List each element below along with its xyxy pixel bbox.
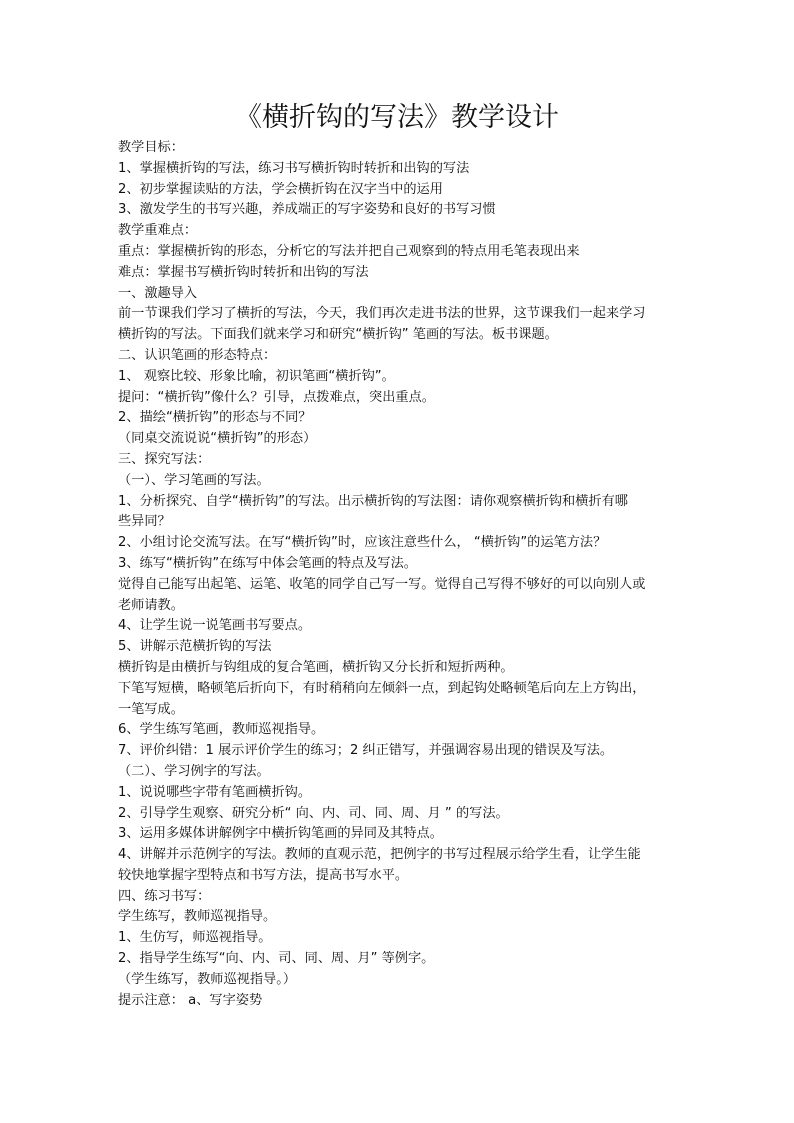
text-line: 横折钩的写法。下面我们就来学习和研究“横折钩” 笔画的写法。板书课题。 <box>118 327 558 343</box>
text-line: 1、说说哪些字带有笔画横折钩。 <box>118 784 312 800</box>
text-line: 4、让学生说一说笔画书写要点。 <box>118 618 312 634</box>
text-line: 前一节课我们学习了横折的写法，今天，我们再次走进书法的世界，这节课我们一起来学习 <box>118 306 646 322</box>
text-line: 重点：掌握横折钩的形态，分析它的写法并把自己观察到的特点用毛笔表现出来 <box>118 243 580 259</box>
text-line: 难点：掌握书写横折钩时转折和出钩的写法 <box>118 264 369 280</box>
text-line: 较快地掌握字型特点和书写方法，提高书写水平。 <box>118 867 409 883</box>
text-line: 学生练写，教师巡视指导。 <box>118 909 277 925</box>
text-line: 3、运用多媒体讲解例字中横折钩笔画的异同及其特点。 <box>118 826 443 842</box>
text-line: 提问：“横折钩”像什么？引导，点拨难点，突出重点。 <box>118 389 435 405</box>
document-title: 《横折钩的写法》教学设计 <box>235 102 559 133</box>
text-line: 一笔写成。 <box>118 701 184 717</box>
text-line: 2、引导学生观察、研究分析“ 向、内、司、同、周、月 ” 的写法。 <box>118 805 509 821</box>
document-body <box>118 138 680 1011</box>
text-line: 教学目标： <box>118 140 184 155</box>
text-line: 下笔写短横，略顿笔后折向下，有时稍稍向左倾斜一点，到起钩处略顿笔后向左上方钩出， <box>118 680 646 696</box>
text-line: 1、分析探究、自学“横折钩”的写法。出示横折钩的写法图：请你观察横折钩和横折有哪 <box>118 493 628 509</box>
text-line: 二、认识笔画的形态特点： <box>118 347 277 363</box>
text-line: （一）、学习笔画的写法。 <box>118 472 270 488</box>
text-line: （二）、学习例字的写法。 <box>118 763 270 779</box>
text-line: 3、激发学生的书写兴趣，养成端正的写字姿势和良好的书写习惯 <box>118 202 496 218</box>
text-line: 2、初步掌握读贴的方法，学会横折钩在汉字当中的运用 <box>118 181 443 197</box>
text-line: 老师请教。 <box>118 597 184 613</box>
text-line: 5、讲解示范横折钩的写法 <box>118 639 272 655</box>
text-line: 三、探究写法： <box>118 451 211 467</box>
text-line: 2、描绘“横折钩”的形态与不同？ <box>118 410 312 426</box>
text-line: 3、练写“横折钩”在练写中体会笔画的特点及写法。 <box>118 555 417 571</box>
text-line: 1、生仿写，师巡视指导。 <box>118 930 272 946</box>
text-line: 2、指导学生练写“向、内、司、同、周、月” 等例字。 <box>118 951 435 967</box>
text-line: 一、激趣导入 <box>118 285 198 301</box>
text-line: 些异同？ <box>118 514 171 530</box>
text-line: 教学重难点： <box>118 223 198 239</box>
text-line: 提示注意： a、写字姿势 <box>118 992 263 1008</box>
text-line: 觉得自己能写出起笔、运笔、收笔的同学自己写一写。觉得自己写得不够好的可以向别人或 <box>118 576 646 592</box>
text-line: 1、 观察比较、形象比喻，初识笔画“横折钩”。 <box>118 368 395 384</box>
text-line: （学生练写，教师巡视指导。） <box>118 971 297 987</box>
text-line: 6、学生练写笔画，教师巡视指导。 <box>118 722 325 738</box>
text-line: 4、讲解并示范例字的写法。教师的直观示范，把例字的书写过程展示给学生看，让学生能 <box>118 847 641 863</box>
text-line: 7、评价纠错：1 展示评价学生的练习；2 纠正错写，并强调容易出现的错误及写法。 <box>118 743 614 759</box>
text-line: 2、小组讨论交流写法。在写“横折钩”时，应该注意些什么， “横折钩”的运笔方法？ <box>118 535 607 551</box>
text-line: （同桌交流说说“横折钩”的形态） <box>118 431 317 447</box>
text-line: 四、练习书写： <box>118 888 211 904</box>
text-line: 横折钩是由横折与钩组成的复合笔画，横折钩又分长折和短折两种。 <box>118 659 514 675</box>
text-line: 1、掌握横折钩的写法，练习书写横折钩时转折和出钩的写法 <box>118 160 470 176</box>
